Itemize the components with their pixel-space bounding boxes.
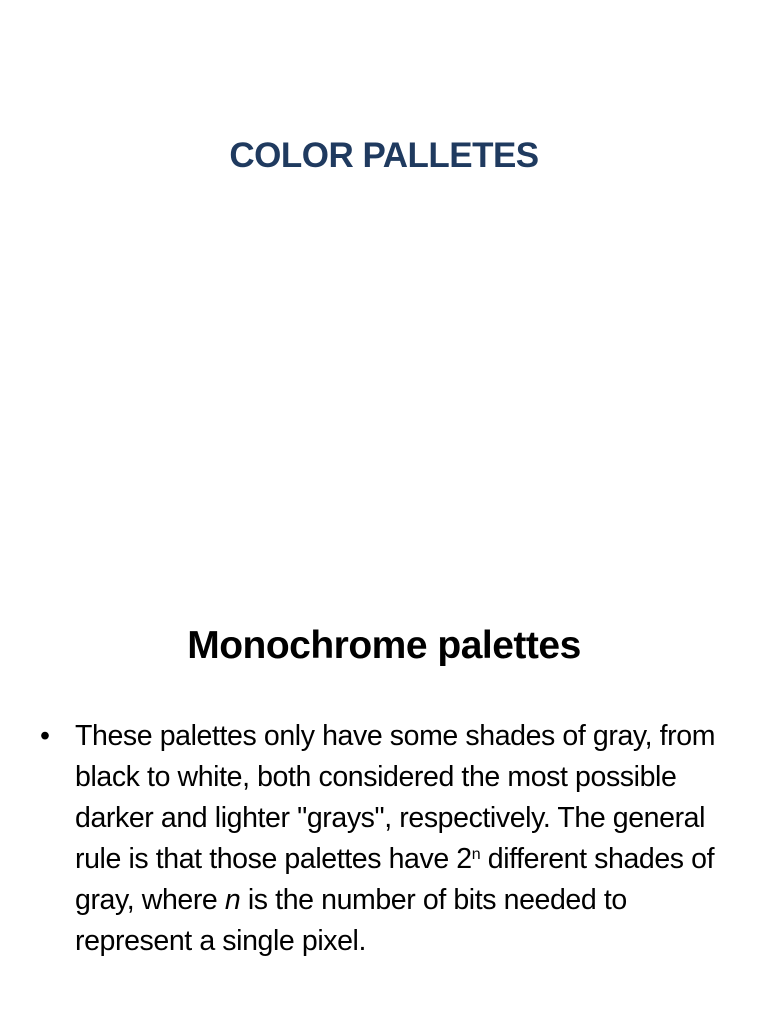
list-item <box>40 716 740 962</box>
bullet-dot-icon: • <box>40 720 50 752</box>
bullet-text-part1: These palettes only have some shades of gray, from black to white, both considered the most possible darker and lighter "grays", respectively. The general rule is that those palettes have 2 <box>75 720 716 875</box>
bullet-text-part2: different shades of gray, where <box>75 843 715 916</box>
bullet-text-part3: is the number of bits needed to represent a single pixel. <box>75 884 627 957</box>
bullet-italic-variable: n <box>224 884 241 916</box>
bullet-list <box>40 716 740 962</box>
section-heading: Monochrome palettes <box>187 624 581 667</box>
bullet-superscript: n <box>471 846 481 863</box>
slide-title: COLOR PALLETES <box>229 136 539 175</box>
